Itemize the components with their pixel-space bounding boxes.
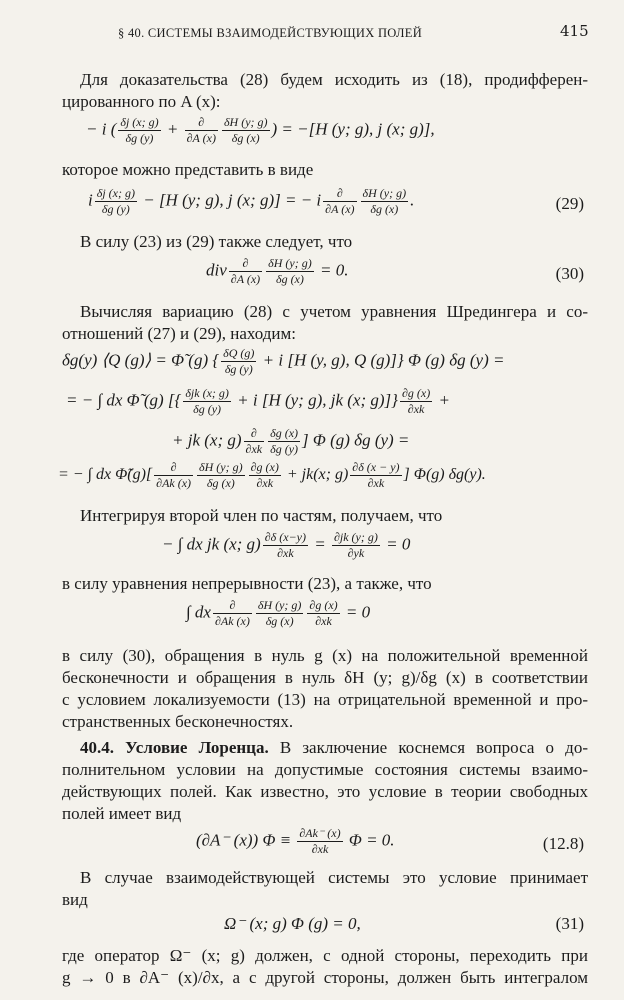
- equation: δg(y) ⟨Q (g)⟩ = Φ̃ (g) { $\frac{\delta Q (g)}{\delta g (y)}$ + i [H (y, g), Q (g)]} Φ (g) δg (y) =: [62, 346, 505, 376]
- paragraph-line: цированного по A (x):: [62, 92, 221, 111]
- paragraph-line: полнительном условии на допустимые состояния системы взаимо-: [62, 760, 588, 779]
- equation: div ∂ ∂A (x) $\frac{\delta H (y; g)}{\delta g (x)}$ = 0.: [206, 256, 349, 286]
- paragraph-line: Для доказательства (28) будем исходить из (18), продифферен-: [80, 70, 588, 89]
- paragraph-line: где оператор Ω⁻ (x; g) должен, с одной стороны, переходить при: [62, 946, 588, 965]
- paragraph-line: странственных бесконечностях.: [62, 712, 294, 731]
- paragraph-line: в силу уравнения непрерывности (23), а также, что: [62, 574, 432, 593]
- section-line: 40.4. Условие Лоренца. В заключение коснемся вопроса о до-: [80, 738, 588, 757]
- paragraph-line: В случае взаимодействующей системы это условие принимает: [80, 868, 588, 887]
- equation: ∫ dx ∂ ∂Ak (x) $\frac{\delta H (y; g)}{\delta g (x)}$ $\frac{\partial g (x)}{\partial xk}$ = 0: [186, 598, 371, 628]
- paragraph-line: которое можно представить в виде: [62, 160, 314, 179]
- equation: Ω⁻ (x; g) Φ (g) = 0,: [224, 914, 361, 933]
- equation-number: (12.8): [542, 834, 584, 853]
- equation-number: (29): [555, 194, 584, 213]
- paragraph-line: полей имеет вид: [62, 804, 182, 823]
- paragraph-line: вид: [62, 890, 88, 909]
- equation: − i ( $\frac{\delta j (x; g)}{\delta g (y)}$ + ∂ ∂A (x) $\frac{\delta H (y; g)}{\delta g (x)}$ ) = −[H (y; g), j (x; g)],: [86, 115, 435, 145]
- paragraph-line: бесконечности и обращения в нуль δH (y; g)/δg (x) в соответствии: [62, 668, 588, 687]
- running-header: § 40. СИСТЕМЫ ВЗАИМОДЕЙСТВУЮЩИХ ПОЛЕЙ: [118, 26, 423, 40]
- equation-number: (30): [555, 264, 584, 283]
- equation-number: (31): [555, 914, 584, 933]
- paragraph-line: с условием локализуемости (13) на отрицательной временной и про-: [62, 690, 588, 709]
- paragraph-line: В силу (23) из (29) также следует, что: [80, 232, 353, 251]
- equation: = − ∫ dx Φ̃(g)[ ∂ ∂Ak (x) $\frac{\delta H (y; g)}{\delta g (x)}$ $\frac{\partial g (x)}{\partial xk}$ + jk(x; g) $\frac{\partial\delta (x - y)}{\partial xk}$ ] Φ(g) δg(y).: [58, 460, 486, 490]
- page-number: 415: [560, 22, 589, 40]
- equation: + jk (x; g) ∂ ∂xk $\frac{\delta g (x)}{\delta g (y)}$ ] Φ (g) δg (y) =: [172, 426, 410, 456]
- equation: = − ∫ dx Φ̃ (g) [{ δjk (x; g) δg (y) + i [H (y; g), jk (x; g)]} $\frac{\partial g (x)}{\partial xk}$ +: [66, 386, 450, 416]
- equation: − ∫ dx jk (x; g) $\frac{\partial\delta (x-y)}{\partial xk}$ = $\frac{\partial jk (y; g)}{\partial yk}$ = 0: [162, 530, 411, 560]
- paragraph-line: g → 0 в ∂A⁻ (x)/∂x, а с другой стороны, должен быть интегралом: [62, 968, 588, 987]
- paragraph-line: действующих полей. Как известно, это условие в теории свободных: [62, 782, 588, 801]
- equation: (∂A⁻ (x)) Φ ≡ $\frac{\partial Ak^- (x)}{\partial xk}$ Φ = 0.: [196, 826, 395, 856]
- paragraph-line: отношений (27) и (29), находим:: [62, 324, 296, 343]
- equation: i $\frac{\delta j (x; g)}{\delta g (y)}$ − [H (y; g), j (x; g)] = − i ∂ ∂A (x) $\frac{\delta H (y; g)}{\delta g (x)}$ .: [88, 186, 415, 216]
- paragraph-line: в силу (30), обращения в нуль g (x) на положительной временной: [62, 646, 588, 665]
- paragraph-line: Вычисляя вариацию (28) с учетом уравнения Шредингера и со-: [80, 302, 588, 321]
- paragraph-line: Интегрируя второй член по частям, получаем, что: [80, 506, 443, 525]
- section-title: 40.4. Условие Лоренца.: [80, 738, 269, 757]
